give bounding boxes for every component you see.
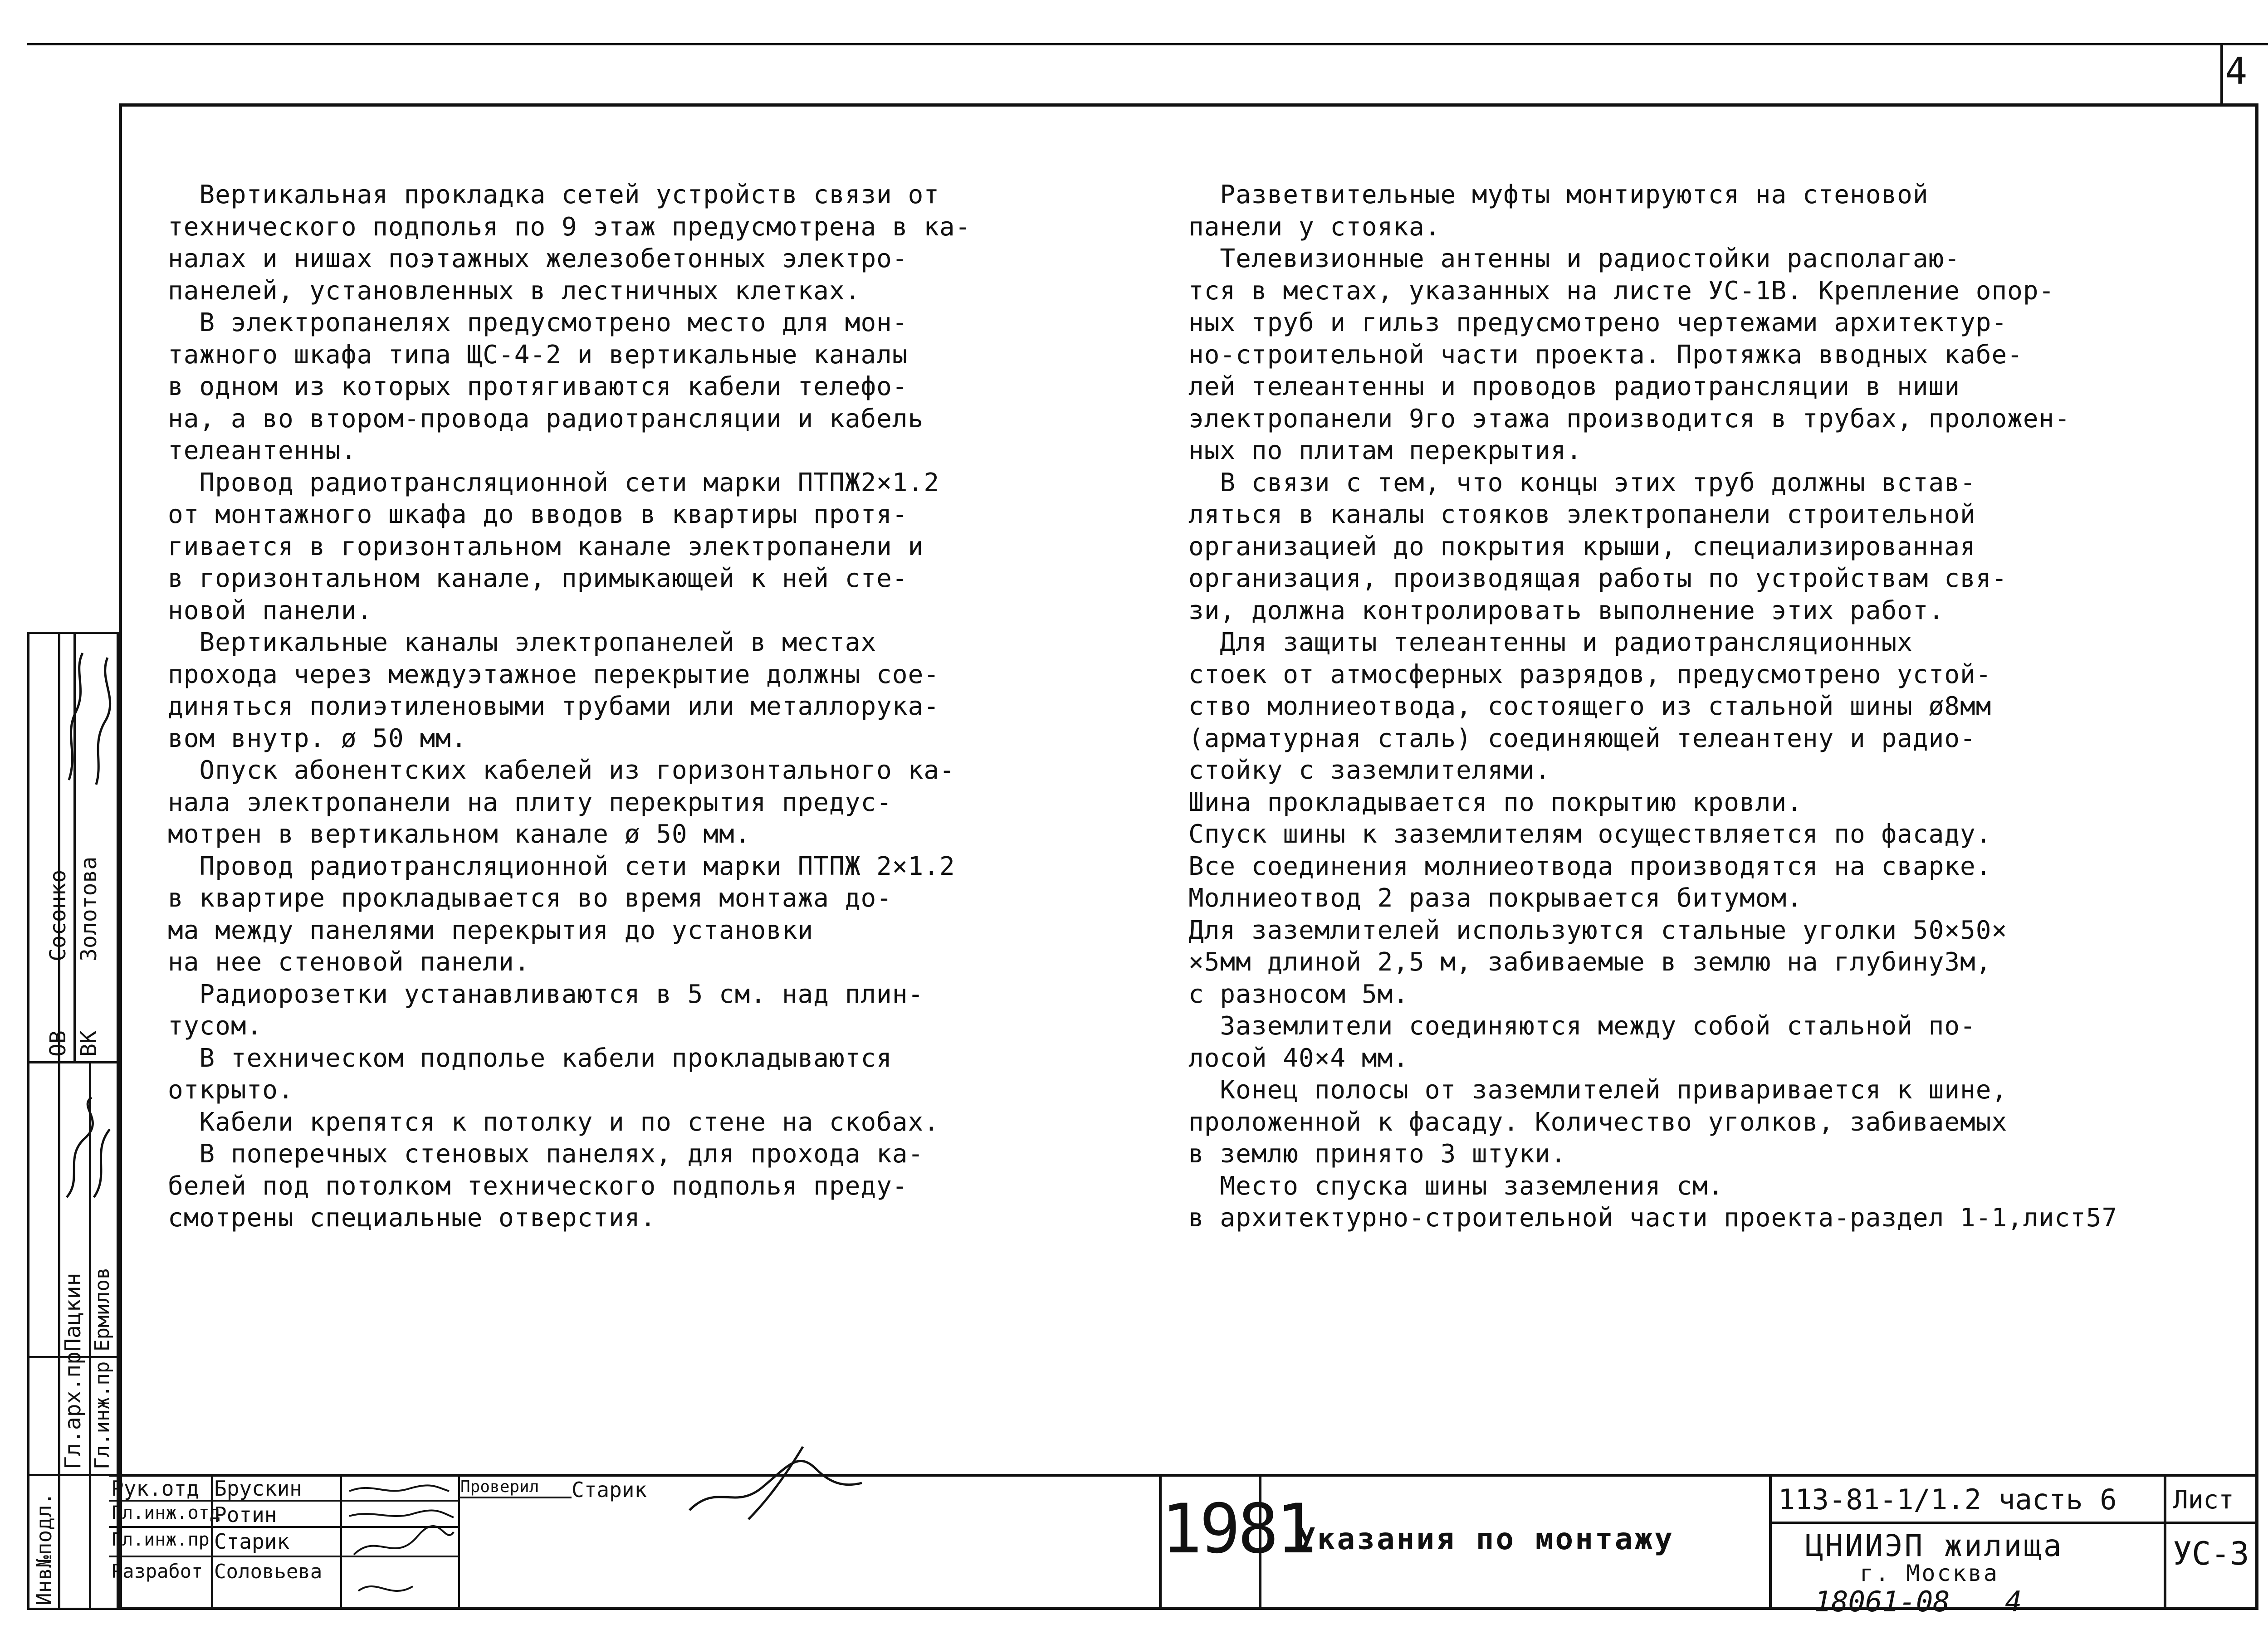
text-line: тусом. bbox=[168, 1011, 263, 1041]
strip-role: Гл.арх.пр bbox=[60, 1351, 86, 1469]
text-line: панелей, установленных в лестничных клетках. bbox=[168, 276, 861, 306]
text-line: панели у стояка. bbox=[1188, 212, 1441, 242]
text-line: ных по плитам перекрытия. bbox=[1188, 436, 1582, 465]
text-line: Заземлители соединяются между собой стальной по- bbox=[1188, 1011, 1976, 1041]
text-line: телеантенны. bbox=[168, 436, 357, 465]
text-line: в землю принято 3 штуки. bbox=[1188, 1139, 1567, 1169]
left-text-column bbox=[168, 179, 1098, 1234]
inv-label: Инв№подл. bbox=[32, 1492, 56, 1605]
text-line: проложенной к фасаду. Количество уголков, забиваемых bbox=[1188, 1107, 2008, 1137]
text-line: Провод радиотрансляционной сети марки ПТПЖ 2×1.2 bbox=[168, 851, 955, 881]
organization: ЦНИИЭП жилища bbox=[1805, 1528, 2063, 1563]
text-line: лосой 40×4 мм. bbox=[1188, 1043, 1409, 1073]
strip-row-divider bbox=[27, 1061, 119, 1063]
title-block-col-line bbox=[1769, 1474, 1772, 1610]
strip-name: Сосонко bbox=[45, 869, 71, 961]
text-line: гивается в горизонтальном канале электропанели и bbox=[168, 532, 924, 561]
text-line: от монтажного шкафа до вводов в квартиры протя- bbox=[168, 500, 908, 529]
sheet-top-border bbox=[27, 43, 2268, 45]
archive-sheet-number: 4 bbox=[2005, 1585, 2022, 1618]
staff-role: Гл.инж.пр bbox=[111, 1529, 210, 1550]
text-line: ×5мм длиной 2,5 м, забиваемые в землю на глубину3м, bbox=[1188, 947, 1992, 977]
right-text-column bbox=[1188, 179, 2236, 1234]
staff-name: Брускин bbox=[214, 1476, 302, 1501]
strip-name: Ермилов bbox=[91, 1267, 114, 1351]
staff-role: Рук.отд bbox=[111, 1476, 199, 1501]
strip-role: Гл.инж.пр bbox=[91, 1361, 114, 1469]
city: г. Москва bbox=[1860, 1560, 1999, 1586]
text-line: Кабели крепятся к потолку и по стене на скобах. bbox=[168, 1107, 940, 1137]
title-block-top-line bbox=[109, 1474, 2258, 1477]
text-line: ство молниеотвода, состоящего из стальной шины ø8мм bbox=[1188, 692, 1992, 721]
text-line: (арматурная сталь) соединяющей телеантену и радио- bbox=[1188, 723, 1976, 753]
text-line: в одном из которых протягиваются кабели телефо- bbox=[168, 372, 908, 401]
title-block-col-line bbox=[211, 1474, 213, 1610]
text-line: В связи с тем, что концы этих труб должны встав- bbox=[1188, 468, 1976, 498]
text-line: Вертикальные каналы электропанелей в местах bbox=[168, 628, 877, 657]
text-line: ляться в каналы стояков электропанели строительной bbox=[1188, 500, 1976, 529]
text-line: организацией до покрытия крыши, специализированная bbox=[1188, 532, 1976, 561]
text-line: в архитектурно-строительной части проекта-раздел 1-1,лист57 bbox=[1188, 1203, 2118, 1233]
sheet-corner-number: 4 bbox=[2225, 50, 2248, 93]
text-line: организация, производящая работы по устройствам свя- bbox=[1188, 564, 2008, 593]
text-line: вом внутр. ø 50 мм. bbox=[168, 723, 467, 753]
text-line: в квартире прокладывается во время монтажа до- bbox=[168, 883, 892, 913]
signature-mark bbox=[345, 1478, 458, 1609]
text-line: Телевизионные антенны и радиостойки располагаю- bbox=[1188, 244, 1960, 273]
archive-number: 18061-08 bbox=[1814, 1585, 1950, 1618]
text-line: стоек от атмосферных разрядов, предусмотрено устой- bbox=[1188, 659, 1992, 689]
signature-mark bbox=[60, 1088, 117, 1206]
text-line: Место спуска шины заземления см. bbox=[1188, 1171, 1724, 1201]
title-block-row-line bbox=[458, 1497, 572, 1498]
staff-name: Ротин bbox=[214, 1502, 277, 1527]
staff-name: Старик bbox=[214, 1529, 290, 1554]
text-line: диняться полиэтиленовыми трубами или металлорука- bbox=[168, 692, 940, 721]
text-line: нала электропанели на плиту перекрытия предус- bbox=[168, 787, 892, 817]
text-line: белей под потолком технического подполья преду- bbox=[168, 1171, 908, 1201]
text-line: Радиорозетки устанавливаются в 5 см. над плин- bbox=[168, 979, 924, 1009]
text-line: лей телеантенны и проводов радиотрансляции в ниши bbox=[1188, 372, 1960, 401]
text-line: тажного шкафа типа ЩС-4-2 и вертикальные каналы bbox=[168, 340, 908, 370]
year: 1981 bbox=[1161, 1490, 1315, 1569]
title-block-col-line bbox=[458, 1474, 460, 1610]
text-line: технического подполья по 9 этаж предусмотрена в ка- bbox=[168, 212, 971, 242]
strip-row-divider bbox=[27, 1474, 119, 1476]
text-line: Разветвительные муфты монтируются на стеновой bbox=[1188, 180, 1929, 210]
text-line: В техническом подполье кабели прокладываются bbox=[168, 1043, 892, 1073]
signature-mark bbox=[680, 1442, 871, 1524]
text-line: Шина прокладывается по покрытию кровли. bbox=[1188, 787, 1803, 817]
text-line: ма между панелями перекрытия до установки bbox=[168, 915, 814, 945]
strip-role: ОВ bbox=[45, 1030, 71, 1057]
text-line: Все соединения молниеотвода производятся на сварке. bbox=[1188, 851, 1992, 881]
text-line: Для заземлителей используются стальные уголки 50×50× bbox=[1188, 915, 2008, 945]
title-block-col-line bbox=[340, 1474, 342, 1610]
text-line: с разносом 5м. bbox=[1188, 979, 1409, 1009]
text-line: в горизонтальном канале, примыкающей к ней сте- bbox=[168, 564, 908, 593]
sheet-label: Лист bbox=[2173, 1485, 2234, 1515]
text-line: В электропанелях предусмотрено место для мон- bbox=[168, 308, 908, 337]
text-line: но-строительной части проекта. Протяжка вводных кабе- bbox=[1188, 340, 2023, 370]
text-line: ных труб и гильз предусмотрено чертежами архитектур- bbox=[1188, 308, 2008, 337]
text-line: зи, должна контролировать выполнение этих работ. bbox=[1188, 595, 1945, 625]
signature-mark bbox=[60, 644, 117, 794]
text-line: Опуск абонентских кабелей из горизонтального ка- bbox=[168, 756, 955, 785]
text-line: Для защиты телеантенны и радиотрансляционных bbox=[1188, 628, 1913, 657]
text-line: Молниеотвод 2 раза покрывается битумом. bbox=[1188, 883, 1803, 913]
staff-name: Соловьева bbox=[214, 1560, 323, 1583]
project-code: 113-81-1/1.2 часть 6 bbox=[1778, 1483, 2117, 1516]
title-block-col-line bbox=[2164, 1474, 2166, 1610]
text-line: открыто. bbox=[168, 1075, 294, 1105]
text-line: Конец полосы от заземлителей приваривается к шине, bbox=[1188, 1075, 2008, 1105]
text-line: мотрен в вертикальном канале ø 50 мм. bbox=[168, 819, 751, 849]
sheet-title: Указания по монтажу bbox=[1297, 1522, 1674, 1556]
text-line: на нее стеновой панели. bbox=[168, 947, 530, 977]
staff-role: Разработ bbox=[111, 1560, 203, 1582]
text-line: Провод радиотрансляционной сети марки ПТПЖ2×1.2 bbox=[168, 468, 940, 498]
checked-name: Старик bbox=[572, 1478, 647, 1502]
strip-name: Золотова bbox=[76, 856, 102, 961]
strip-name: Пацкин bbox=[60, 1273, 86, 1351]
text-line: прохода через междуэтажное перекрытие должны сое- bbox=[168, 659, 940, 689]
text-line: электропанели 9го этажа производится в трубах, проложен- bbox=[1188, 404, 2071, 434]
text-line: на, а во втором-провода радиотрансляции и кабель bbox=[168, 404, 924, 434]
text-line: налах и нишах поэтажных железобетонных электро- bbox=[168, 244, 908, 273]
text-line: стойку с заземлителями. bbox=[1188, 756, 1551, 785]
text-line: новой панели. bbox=[168, 595, 373, 625]
strip-role: ВК bbox=[76, 1030, 102, 1057]
text-line: смотрены специальные отверстия. bbox=[168, 1203, 656, 1233]
checked-label: Проверил bbox=[460, 1478, 539, 1496]
staff-role: Гл.инж.отд bbox=[111, 1502, 220, 1523]
text-line: В поперечных стеновых панелях, для прохода ка- bbox=[168, 1139, 924, 1169]
text-line: Спуск шины к заземлителям осуществляется по фасаду. bbox=[1188, 819, 1992, 849]
text-line: тся в местах, указанных на листе УС-1В. Крепление опор- bbox=[1188, 276, 2055, 306]
sheet-value: УС-3 bbox=[2173, 1535, 2249, 1572]
text-line: Вертикальная прокладка сетей устройств связи от bbox=[168, 180, 940, 210]
title-block-row-line bbox=[1769, 1522, 2258, 1524]
